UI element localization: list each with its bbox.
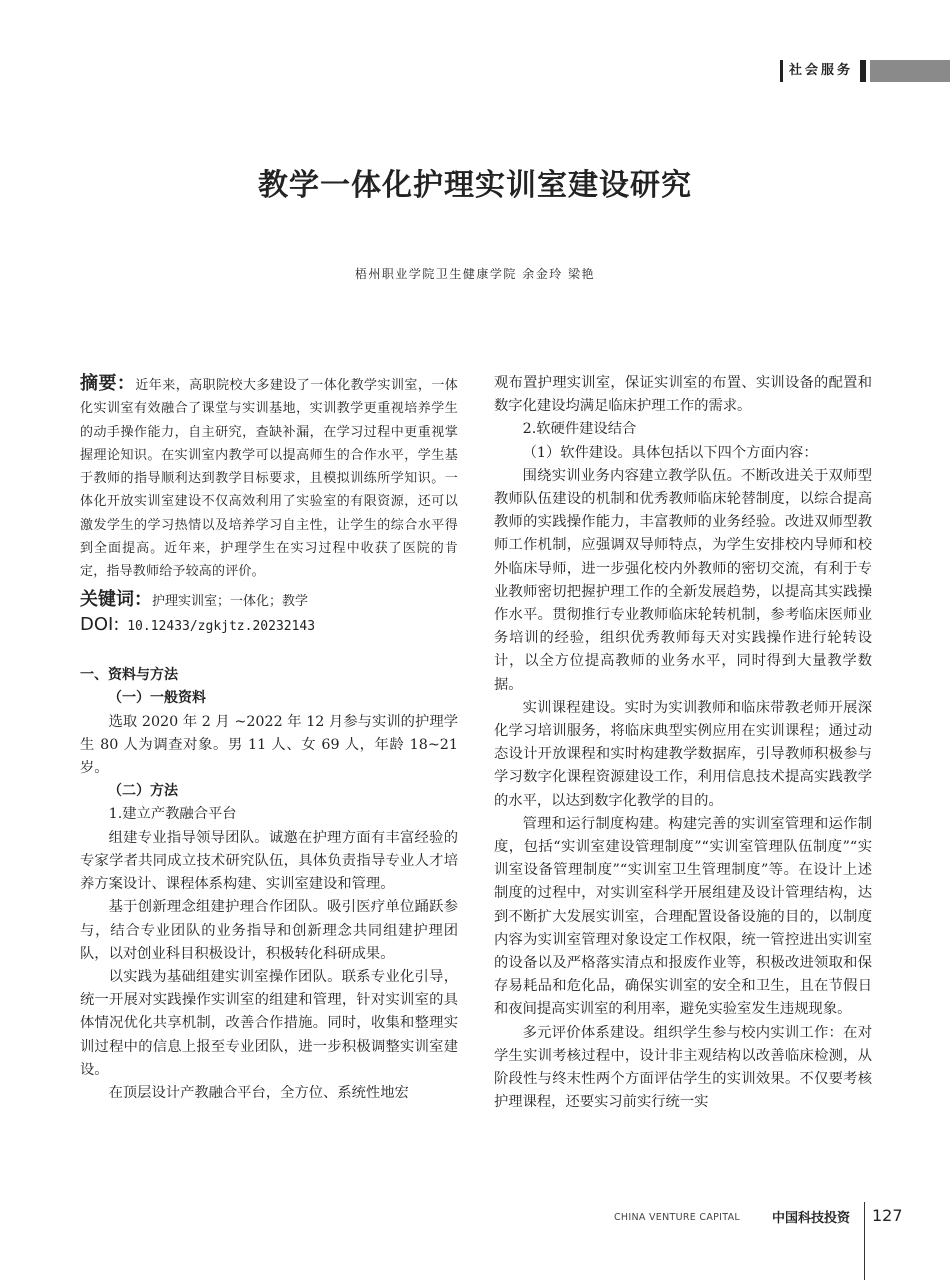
right-column [494, 372, 872, 1115]
keywords [80, 588, 458, 613]
paragraph: 观布置护理实训室，保证实训室的布置、实训设备的配置和数字化建设均满足临床护理工作的需求。 [494, 375, 872, 415]
keywords-text: 护理实训室；一体化；教学 [152, 593, 309, 609]
journal-name-en: CHINA VENTURE CAPITAL [614, 1212, 741, 1223]
header-grey-block [870, 60, 950, 82]
section-label: 社会服务 [789, 63, 854, 78]
abstract-text: 近年来，高职院校大多建设了一体化教学实训室，一体化实训室有效融合了课堂与实训基地，实训教学更重视培养学生的动手操作能力，自主研究，查缺补漏，在学习过程中更重视掌握理论知识。在实训室内教学可以提高师生的合作水平，学生基于教师的指导顺利达到教学目标要求，且模拟训练所学知识。一体化开放实训室建设不仅高效利用了实验室的有限资源，还可以激发学生的学习热情以及培养学习自主性，让学生的综合水平得到全面提高。近年来，护理学生在实习过程中收获了医院的肯定，指导教师给予较高的评价。 [80, 378, 458, 580]
paragraph: 在顶层设计产教融合平台，全方位、系统性地宏 [108, 1084, 409, 1101]
paragraph: 选取 2020 年 2 月 ~2022 年 12 月参与实训的护理学生 80 人为调查对象。男 11 人、女 69 人，年龄 18~21 岁。 [80, 713, 458, 777]
header-bar-right [860, 60, 866, 82]
paragraph: 以实践为基础组建实训室操作团队。联系专业化引导，统一开展对实践操作实训室的组建和管理，针对实训室的具体情况优化共享机制，改善合作措施。同时，收集和整理实训过程中的信息上报至专业团队，进一步积极调整实训室建设。 [80, 968, 458, 1078]
header-bar-left [780, 60, 783, 82]
paragraph: 实训课程建设。实时为实训教师和临床带教老师开展深化学习培训服务，将临床典型实例应用在实训课程；通过动态设计开放课程和实时构建教学数据库，引导教师积极参与学习数字化课程资源建设工作，利用信息技术提高实践教学的水平，以达到数字化教学的目的。 [494, 699, 872, 809]
article-title: 教学一体化护理实训室建设研究 [258, 168, 692, 203]
author-line: 梧州职业学院卫生健康学院 余金玲 梁艳 [354, 267, 596, 281]
paragraph: 组建专业指导领导团队。诚邀在护理方面有丰富经验的专家学者共同成立技术研究队伍，具体负责指导专业人才培养方案设计、课程体系构建、实训室建设和管理。 [80, 829, 458, 893]
section-heading-1: 一、资料与方法 [80, 667, 178, 684]
footer-divider [864, 1202, 865, 1280]
numbered-heading: 1.建立产教融合平台 [108, 806, 237, 823]
left-column [80, 372, 458, 1105]
paragraph: 基于创新理念组建护理合作团队。吸引医疗单位踊跃参与，结合专业团队的业务指导和创新理念共同组建护理团队，以对创业科目积极设计，积极转化科研成果。 [80, 899, 458, 962]
doi [80, 613, 458, 638]
keywords-label: 关键词： [80, 588, 152, 610]
page-number: 127 [872, 1206, 903, 1225]
journal-name-cn: 中国科技投资 [772, 1211, 851, 1226]
doi-label: DOI: [80, 613, 120, 635]
paragraph: 管理和运行制度构建。构建完善的实训室管理和运作制度，包括“实训室建设管理制度”“实训室管理队伍制度”“实训室设备管理制度”“实训室卫生管理制度”等。在设计上述制度的过程中，对实训室科学开展组建及设计管理结构，达到不断扩大发展实训室，合理配置设备设施的目的，以制度内容为实训室管理对象设定工作权限，统一管控进出实训室的设备以及严格落实清点和报废作业等，积极改进领取和保存易耗品和危化品，确保实训室的安全和卫生，且在节假日和夜间提高实训室的利用率，避免实验室发生违规现象。 [494, 815, 872, 1018]
numbered-heading: 2.软硬件建设结合 [522, 421, 637, 438]
doi-text: 10.12433/zgkjtz.20232143 [127, 618, 316, 634]
subsection-heading-general: （一）一般资料 [108, 690, 206, 707]
numbered-subheading: （1）软件建设。具体包括以下四个方面内容： [522, 444, 818, 461]
abstract-label: 摘要： [80, 373, 136, 394]
subsection-heading-method: （二）方法 [108, 783, 178, 800]
paragraph: 围绕实训业务内容建立教学队伍。不断改进关于双师型教师队伍建设的机制和优秀教师临床轮替制度，以综合提高教师的实践操作能力，丰富教师的业务经验。改进双师型教师工作机制，应强调双导师特点，为学生安排校内导师和校外临床导师，进一步强化校内外教师的密切交流，有利于专业教师密切把握护理工作的全新发展趋势，以提高其实践操作水平。贯彻推行专业教师临床轮转机制，参考临床医师业务培训的经验，组织优秀教师每天对实践操作进行轮转设计，以全方位提高教师的业务水平，同时得到大量教学数据。 [494, 467, 872, 693]
paragraph: 多元评价体系建设。组织学生参与校内实训工作：在对学生实训考核过程中，设计非主观结构以改善临床检测，从阶段性与终末性两个方面评估学生的实训效果。不仅要考核护理课程，还要实习前实行统一实 [494, 1024, 872, 1111]
abstract [80, 372, 458, 584]
